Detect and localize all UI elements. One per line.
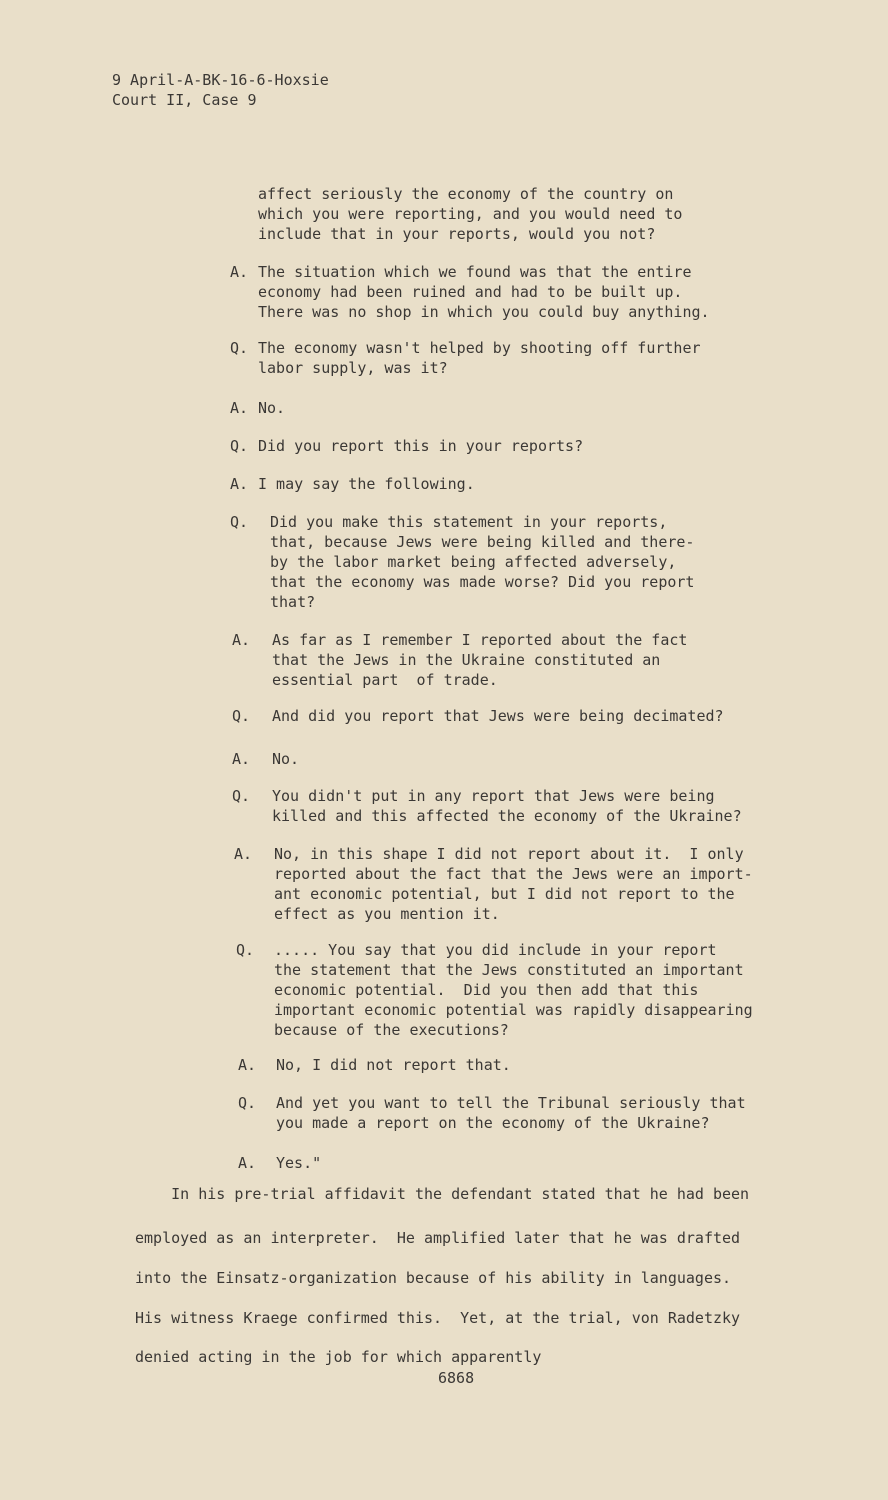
qa-text: No, I did not report that. (276, 1056, 511, 1074)
qa-text: You didn't put in any report that Jews were being killed and this affected the economy of the Ukraine? (272, 787, 742, 825)
qa-text: The economy wasn't helped by shooting off further labor supply, was it? (258, 339, 701, 377)
document-header (112, 70, 329, 110)
qa-text: No. (258, 399, 286, 417)
paragraph-line: denied acting in the job for which apparently (135, 1348, 542, 1366)
qa-label: Q. (230, 437, 249, 455)
qa-text: No. (272, 750, 300, 768)
qa-text: No, in this shape I did not report about it. I only reported about the fact that the Jews were an import- ant economic potential, but I did not report to the effect as you mention it. (274, 845, 753, 923)
qa-text: Yes." (276, 1154, 322, 1172)
header-court-case: Court II, Case 9 (112, 91, 257, 109)
qa-label: Q. (230, 513, 249, 531)
header-reference: 9 April-A-BK-16-6-Hoxsie (112, 71, 329, 89)
qa-text: Did you report this in your reports? (258, 437, 584, 455)
qa-label: Q. (230, 339, 249, 357)
qa-label: Q. (232, 787, 251, 805)
qa-label: A. (230, 475, 249, 493)
paragraph-line: employed as an interpreter. He amplified later that he was drafted (135, 1229, 741, 1247)
question-continuation: affect seriously the economy of the country on which you were reporting, and you would need to include that in your reports, would you not? (258, 185, 683, 243)
qa-text: As far as I remember I reported about the fact that the Jews in the Ukraine constituted an essential part of trade. (272, 631, 688, 689)
page-number: 6868 (438, 1369, 475, 1387)
qa-label: A. (238, 1154, 257, 1172)
qa-label: A. (232, 750, 251, 768)
qa-label: Q. (232, 707, 251, 725)
qa-text: And yet you want to tell the Tribunal seriously that you made a report on the economy of the Ukraine? (276, 1094, 746, 1132)
qa-text: ..... You say that you did include in your report the statement that the Jews constituted an important economic potential. Did you then add that this important economic potential was rapidly disappearing because of the executions? (274, 941, 753, 1039)
qa-text: I may say the following. (258, 475, 475, 493)
qa-label: Q. (238, 1094, 257, 1112)
paragraph-line: In his pre-trial affidavit the defendant stated that he had been (135, 1185, 750, 1203)
qa-label: Q. (236, 941, 255, 959)
qa-label: A. (230, 399, 249, 417)
qa-text: Did you make this statement in your reports, that, because Jews were being killed and there- by the labor market being affected adversely, that the economy was made worse? Did you report that? (270, 513, 695, 611)
qa-label: A. (230, 263, 249, 281)
qa-text: And did you report that Jews were being decimated? (272, 707, 724, 725)
qa-label: A. (238, 1056, 257, 1074)
paragraph-line: His witness Kraege confirmed this. Yet, at the trial, von Radetzky (135, 1309, 741, 1327)
qa-label: A. (232, 631, 251, 649)
qa-text: The situation which we found was that the entire economy had been ruined and had to be built up. There was no shop in which you could buy anything. (258, 263, 710, 321)
paragraph-line: into the Einsatz-organization because of his ability in languages. (135, 1269, 732, 1287)
qa-label: A. (234, 845, 253, 863)
